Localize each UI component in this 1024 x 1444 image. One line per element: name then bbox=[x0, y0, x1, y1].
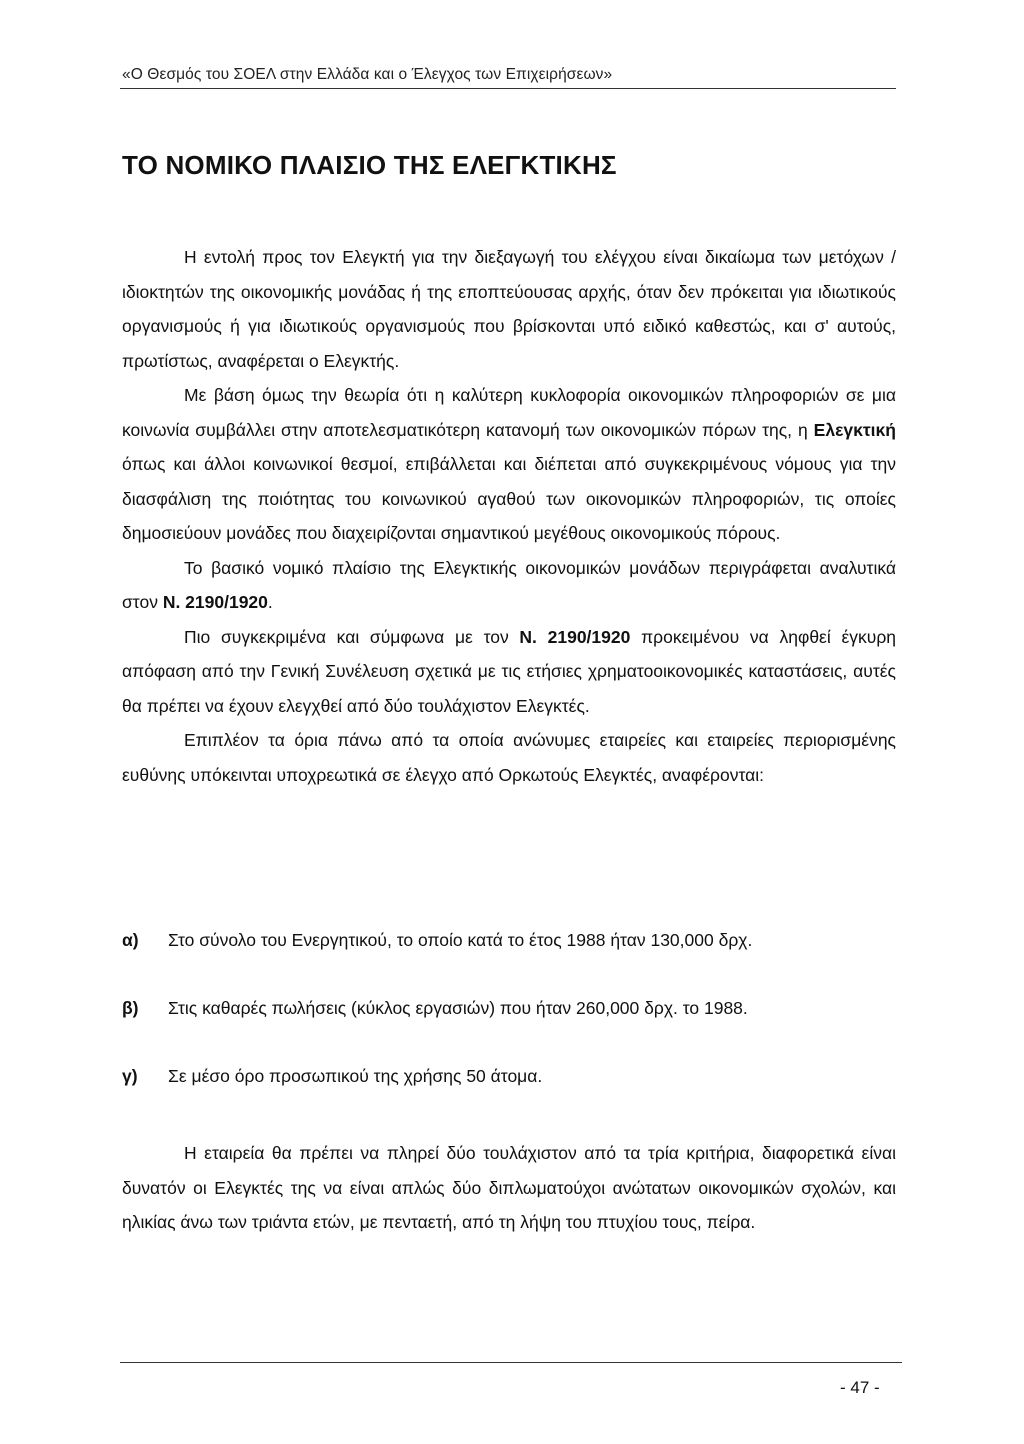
paragraph-3-text-b: . bbox=[267, 592, 273, 612]
paragraph-3-bold: Ν. 2190/1920 bbox=[162, 592, 268, 612]
header-rule bbox=[120, 88, 896, 89]
running-header: «Ο Θεσμός του ΣΟΕΛ στην Ελλάδα και ο Έλεγχος των Επιχειρήσεων» bbox=[122, 66, 613, 83]
paragraph-5: Επιπλέον τα όρια πάνω από τα οποία ανώνυμες εταιρείες και εταιρείες περιορισμένης ευθύνης υπόκεινται υποχρεωτικά σε έλεγχο από Ορκωτούς Ελεγκτές, αναφέρονται: bbox=[122, 730, 896, 785]
paragraph-6: Η εταιρεία θα πρέπει να πληρεί δύο τουλάχιστον από τα τρία κριτήρια, διαφορετικά είναι δυνατόν οι Ελεγκτές της να είναι απλώς δύο διπλωματούχοι ανώτατων οικονομικών σχολών, και ηλικίας άνω των τριάντα ετών, με πενταετή, από τη λήψη του πτυχίου τους, πείρα. bbox=[122, 1143, 896, 1232]
list-item bbox=[122, 930, 896, 951]
body-text bbox=[122, 240, 896, 792]
paragraph-4-text-b: προκειμένου να ληφθεί έγκυρη απόφαση από την Γενική Συνέλευση σχετικά με τις ετήσιες χρηματοοικονομικές καταστάσεις, αυτές θα πρέπει να έχουν ελεγχθεί από δύο τουλάχιστον Ελεγκτές. bbox=[122, 626, 896, 716]
list-item bbox=[122, 1066, 896, 1087]
list-item-text: Σε μέσο όρο προσωπικού της χρήσης 50 άτομα. bbox=[168, 1066, 543, 1086]
list-item bbox=[122, 998, 896, 1019]
section-title: ΤΟ ΝΟΜΙΚΟ ΠΛΑΙΣΙΟ ΤΗΣ ΕΛΕΓΚΤΙΚΗΣ bbox=[122, 150, 617, 180]
paragraph-3-text-a: Το βασικό νομικό πλαίσιο της Ελεγκτικής οικονομικών μονάδων περιγράφεται αναλυτικά στον bbox=[122, 557, 896, 612]
footer-rule bbox=[120, 1362, 902, 1363]
list-marker: β) bbox=[122, 998, 139, 1018]
list-item-text: Στις καθαρές πωλήσεις (κύκλος εργασιών) που ήταν 260,000 δρχ. το 1988. bbox=[168, 998, 748, 1018]
page-number: - 47 - bbox=[840, 1378, 880, 1397]
paragraph-4-bold: Ν. 2190/1920 bbox=[519, 626, 631, 647]
paragraph-1: Η εντολή προς τον Ελεγκτή για την διεξαγωγή του ελέγχου είναι δικαίωμα των μετόχων / ιδιοκτητών της οικονομικής μονάδας ή της εποπτεύουσας αρχής, όταν δεν πρόκειται για ιδιωτικούς οργανισμούς ή για ιδιωτικούς οργανισμούς που βρίσκονται υπό ειδικό καθεστώς, και σ' αυτούς, πρωτίστως, αναφέρεται ο Ελεγκτής. bbox=[122, 247, 896, 371]
list-marker: α) bbox=[122, 930, 139, 950]
paragraph-3 bbox=[122, 551, 896, 620]
list-item-text: Στο σύνολο του Ενεργητικού, το οποίο κατά το έτος 1988 ήταν 130,000 δρχ. bbox=[168, 930, 753, 950]
paragraph-4 bbox=[122, 620, 896, 724]
paragraph-2-bold: Ελεγκτική bbox=[813, 419, 896, 440]
paragraph-2-text-b: όπως και άλλοι κοινωνικοί θεσμοί, επιβάλλεται και διέπεται από συγκεκριμένους νόμους για την διασφάλιση της ποιότητας του κοινωνικού αγαθού των οικονομικών πληροφοριών, τις οποίες δημοσιεύουν μονάδες που διαχειρίζονται σημαντικού μεγέθους οικονομικούς πόρους. bbox=[122, 454, 896, 543]
paragraph-2-text-a: Με βάση όμως την θεωρία ότι η καλύτερη κυκλοφορία οικονομικών πληροφοριών σε μια κοινωνία συμβάλλει στην αποτελεσματικότερη κατανομή των οικονομικών πόρων της, η bbox=[122, 385, 896, 440]
paragraph-2 bbox=[122, 378, 896, 551]
paragraph-4-text-a: Πιο συγκεκριμένα και σύμφωνα με τον bbox=[184, 626, 520, 647]
list-marker: γ) bbox=[122, 1066, 138, 1086]
